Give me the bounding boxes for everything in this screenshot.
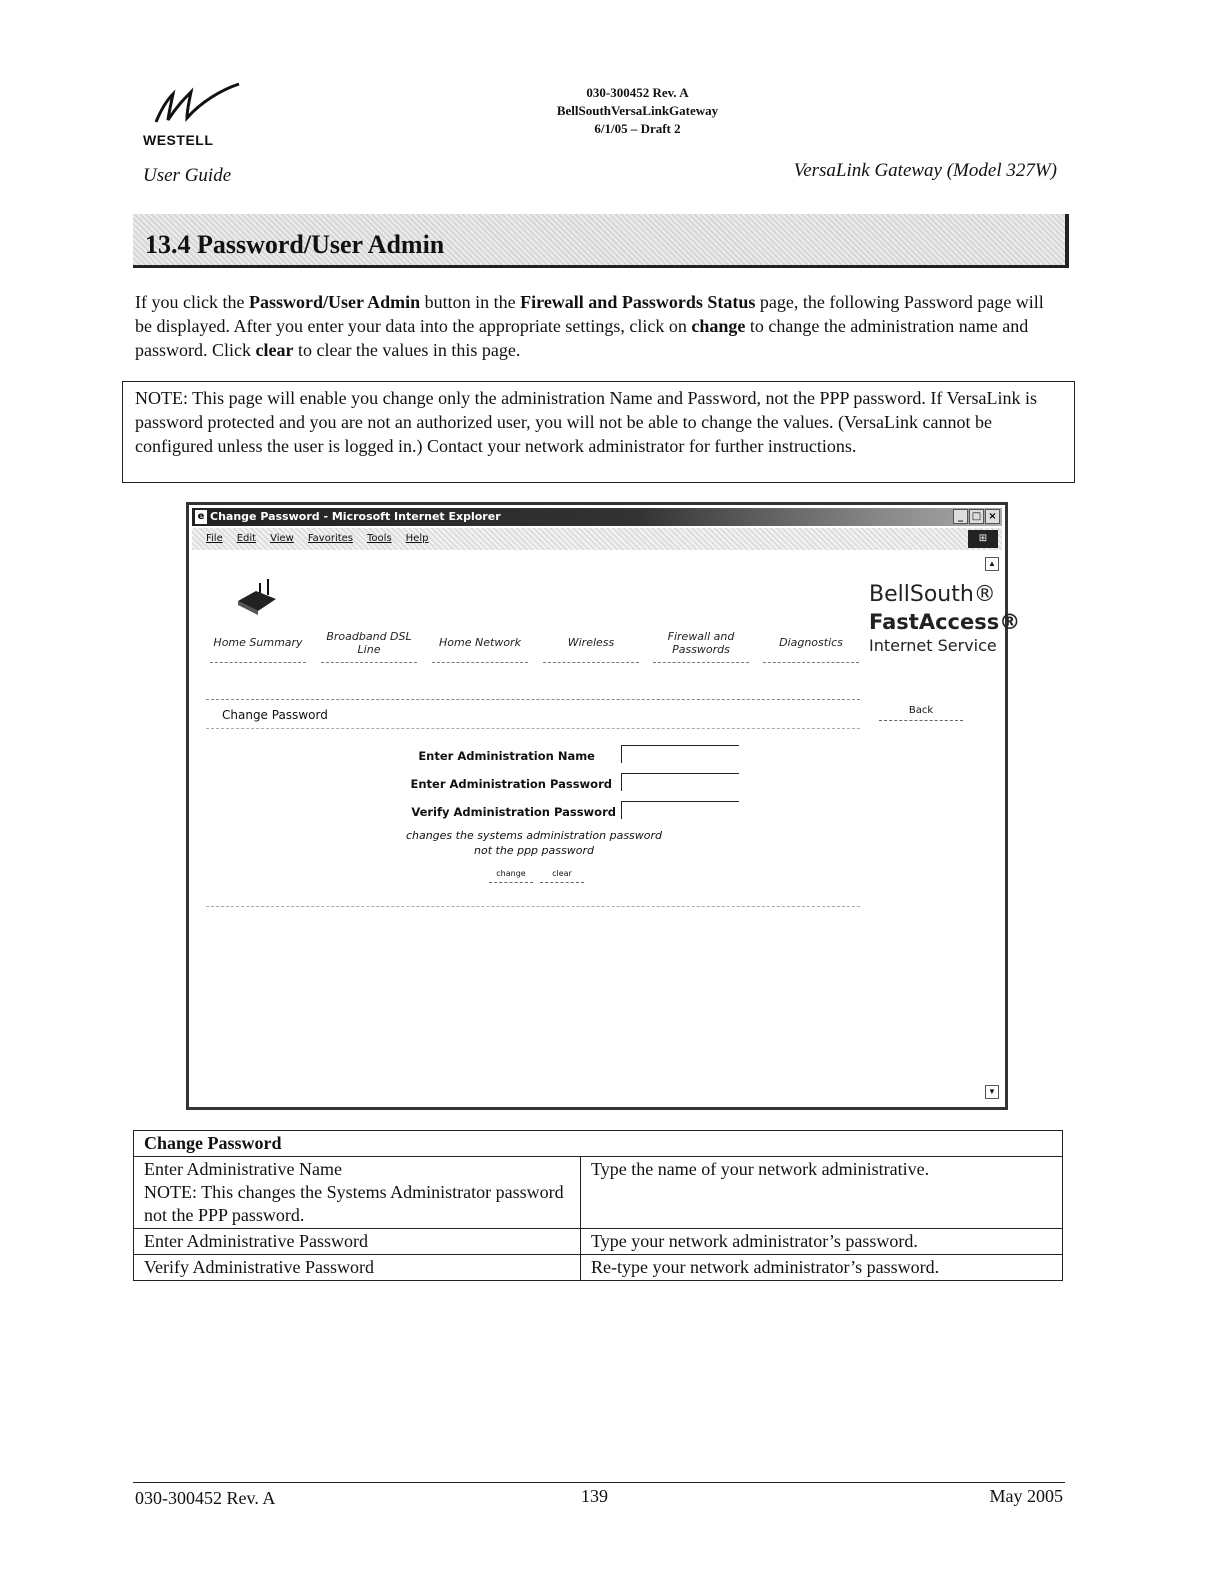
- westell-logo: [143, 80, 253, 150]
- section-title: 13.4 Password/User Admin: [145, 230, 445, 259]
- intro-bold: clear: [255, 340, 294, 360]
- hint-line2: not the ppp password: [474, 844, 594, 857]
- intro-text: If you click the: [135, 292, 249, 312]
- window-title: Change Password - Microsoft Internet Explorer: [210, 510, 501, 523]
- intro-text: page, the following Password page will be displayed. After you enter your data into the appropriate settings, click on: [135, 292, 1044, 336]
- browser-window: [186, 502, 1021, 1110]
- change-hint: [384, 828, 684, 858]
- nav-diagnostics[interactable]: Diagnostics: [763, 623, 859, 663]
- table-row: [134, 1255, 1063, 1281]
- scroll-down-icon[interactable]: ▼: [985, 1085, 999, 1099]
- router-icon: [234, 577, 280, 617]
- doc-product: BellSouthVersaLinkGateway: [556, 103, 719, 118]
- intro-paragraph: [135, 290, 1065, 362]
- nav-home-summary[interactable]: Home Summary: [210, 623, 306, 663]
- intro-text: to clear the values in this page.: [293, 340, 521, 360]
- cell-line: Enter Administrative Name: [144, 1159, 342, 1179]
- windows-logo-icon: ⊞: [968, 530, 998, 548]
- nav-broadband-dsl-line[interactable]: Broadband DSL Line: [321, 623, 417, 663]
- document-header: [500, 84, 775, 138]
- menu-view[interactable]: View: [270, 533, 294, 544]
- window-titlebar: [192, 508, 1002, 526]
- logo-text: WESTELL: [143, 132, 214, 148]
- menu-help[interactable]: Help: [405, 533, 429, 544]
- clear-button[interactable]: clear: [540, 867, 584, 883]
- nav-wireless[interactable]: Wireless: [543, 623, 639, 663]
- intro-bold: Password/User Admin: [248, 292, 421, 312]
- menu-favorites[interactable]: Favorites: [307, 533, 354, 544]
- intro-text: button in the: [420, 292, 521, 312]
- footer-doc-number: 030-300452 Rev. A: [135, 1488, 276, 1508]
- note-box: NOTE: This page will enable you change only the administration Name and Password, not the PPP password. If VersaLink is password protected and you are not an authorized user, you will not be able to change the values. (VersaLink cannot be configured unless the user is logged in.) Contact your network administrator for further instructions.: [122, 381, 1075, 483]
- nav-firewall-and-passwords[interactable]: Firewall and Passwords: [653, 623, 749, 663]
- intro-bold: Firewall and Passwords Status: [520, 292, 756, 312]
- brand-bellsouth: BellSouth®: [869, 582, 996, 607]
- table-cell: [134, 1157, 581, 1229]
- scroll-up-icon[interactable]: ▲: [985, 557, 999, 571]
- admin-name-label: Enter Administration Name: [418, 749, 595, 763]
- doc-date: 6/1/05 – Draft 2: [594, 121, 681, 136]
- verify-password-label: Verify Administration Password: [411, 805, 616, 819]
- cell-line: NOTE: This changes the Systems Administrator password not the PPP password.: [144, 1182, 564, 1225]
- table-cell: Type your network administrator’s password.: [581, 1229, 1063, 1255]
- menu-file[interactable]: File: [206, 533, 223, 544]
- brand-fastaccess: FastAccess®: [869, 610, 1021, 634]
- doc-number: 030-300452 Rev. A: [586, 85, 689, 100]
- intro-text: to change the administration name and password. Click: [135, 316, 1029, 360]
- change-password-table: [133, 1130, 1063, 1281]
- footer-rule: [133, 1482, 1065, 1483]
- admin-name-input[interactable]: [621, 745, 739, 763]
- hint-line1: changes the systems administration password: [405, 829, 663, 842]
- nav-home-network[interactable]: Home Network: [432, 623, 528, 663]
- panel-title: Change Password: [222, 708, 328, 722]
- page-number: 139: [581, 1486, 608, 1506]
- intro-bold: change: [691, 316, 746, 336]
- brand-internet-service: Internet Service: [869, 636, 997, 655]
- table-row: [134, 1157, 1063, 1229]
- ie-icon: e: [195, 510, 207, 524]
- user-guide-label: User Guide: [143, 165, 232, 186]
- table-header-row: [134, 1131, 1063, 1157]
- bellsouth-brand: [869, 581, 1020, 657]
- minimize-icon[interactable]: _: [953, 509, 968, 524]
- westell-logo-icon: [151, 80, 241, 130]
- back-button[interactable]: Back: [879, 703, 963, 721]
- close-icon[interactable]: ×: [985, 509, 1000, 524]
- panel-bottom-divider: [206, 906, 860, 907]
- table-cell: Re-type your network administrator’s password.: [581, 1255, 1063, 1281]
- menu-bar: [192, 528, 1002, 550]
- table-row: [134, 1229, 1063, 1255]
- window-controls: [953, 509, 1000, 524]
- table-cell: Verify Administrative Password: [134, 1255, 581, 1281]
- table-cell: Type the name of your network administrative.: [581, 1157, 1063, 1229]
- table-header: Change Password: [134, 1131, 1063, 1157]
- change-button[interactable]: change: [489, 867, 533, 883]
- menu-tools[interactable]: Tools: [367, 533, 392, 544]
- table-cell: Enter Administrative Password: [134, 1229, 581, 1255]
- panel-divider: [206, 728, 860, 729]
- admin-password-label: Enter Administration Password: [410, 777, 612, 791]
- menu-edit[interactable]: Edit: [236, 533, 257, 544]
- admin-password-input[interactable]: [621, 773, 739, 791]
- section-heading-bar: [133, 214, 1069, 268]
- verify-password-input[interactable]: [621, 801, 739, 819]
- footer-date: May 2005: [989, 1486, 1063, 1506]
- model-label: VersaLink Gateway (Model 327W): [793, 160, 1057, 181]
- maximize-icon[interactable]: □: [969, 509, 984, 524]
